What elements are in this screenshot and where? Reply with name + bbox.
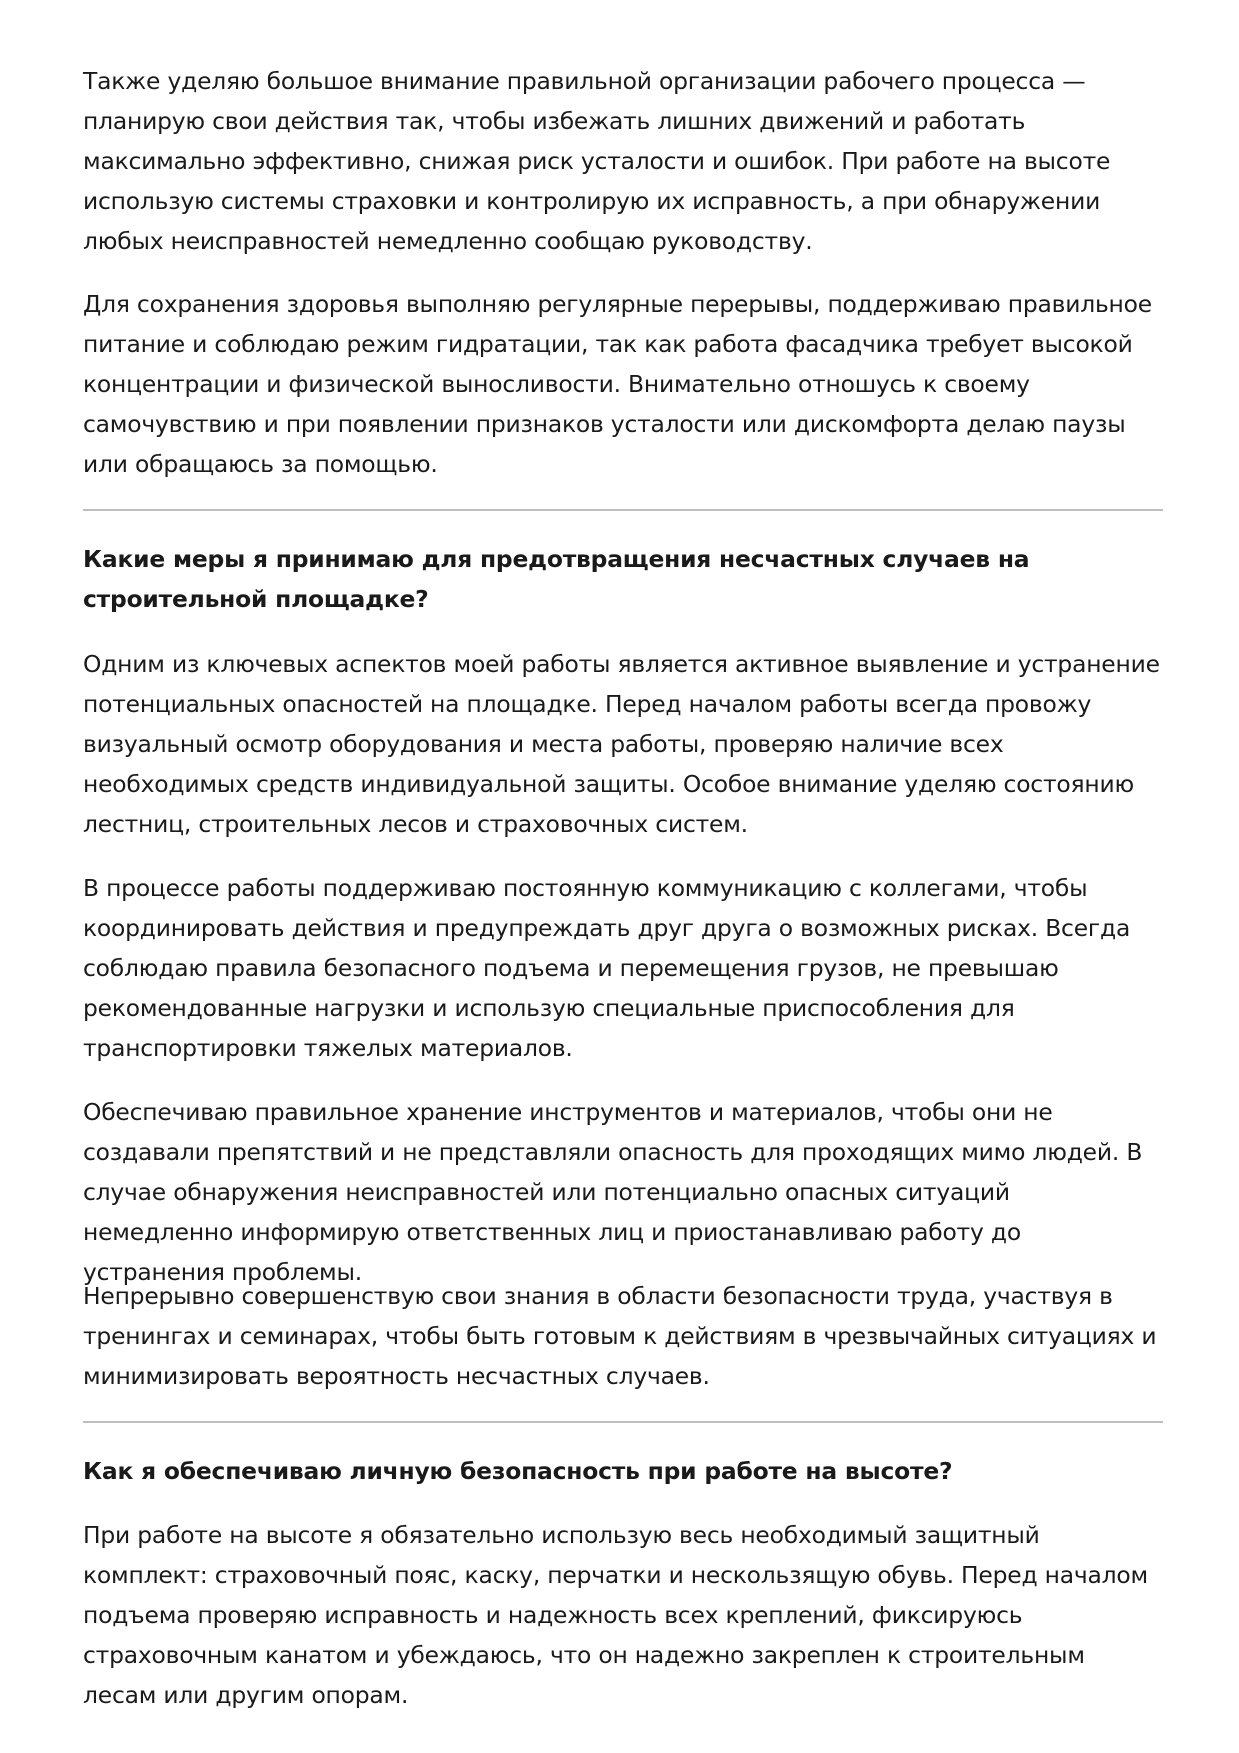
paragraph: В процессе работы поддерживаю постоянную коммуникацию с коллегами, чтобы координировать действия и предупреждать друг друга о возможных рисках. Всегда соблюдаю правила безопасного подъема и перемещения грузов, не превышаю рекомендованные нагрузки и использую специальные приспособления для транспортировки тяжелых материалов. <box>83 874 1131 1062</box>
section-divider <box>83 509 1163 511</box>
paragraph: Также уделяю большое внимание правильной организации рабочего процесса — планирую свои действия так, чтобы избежать лишних движений и работать максимально эффективно, снижая риск усталости и ошибок. При работе на высоте использую системы страховки и контролирую их исправность, а при обнаружении любых неисправностей немедленно сообщаю руководству. <box>83 67 1111 255</box>
paragraph: Непрерывно совершенствую свои знания в области безопасности труда, участвуя в тренингах и семинарах, чтобы быть готовым к действиям в чрезвычайных ситуациях и минимизировать вероятность несчастных случаев. <box>83 1282 1157 1390</box>
section-heading: Как я обеспечиваю личную безопасность при работе на высоте? <box>83 1457 953 1485</box>
paragraph: При работе на высоте я обязательно использую весь необходимый защитный комплект: страховочный пояс, каску, перчатки и нескользящую обувь. Перед началом подъема проверяю исправность и надежность всех креплений, фиксируюсь страховочным канатом и убеждаюсь, что он надежно закреплен к строительным лесам или другим опорам. <box>83 1521 1148 1709</box>
paragraph: Для сохранения здоровья выполняю регулярные перерывы, поддерживаю правильное питание и соблюдаю режим гидратации, так как работа фасадчика требует высокой концентрации и физической выносливости. Внимательно отношусь к своему самочувствию и при появлении признаков усталости или дискомфорта делаю паузы или обращаюсь за помощью. <box>83 290 1152 478</box>
paragraph: Одним из ключевых аспектов моей работы является активное выявление и устранение потенциальных опасностей на площадке. Перед началом работы всегда провожу визуальный осмотр оборудования и места работы, проверяю наличие всех необходимых средств индивидуальной защиты. Особое внимание уделяю состоянию лестниц, строительных лесов и страховочных систем. <box>83 650 1160 838</box>
section-divider <box>83 1421 1163 1423</box>
section-heading: Какие меры я принимаю для предотвращения несчастных случаев на строительной площадке? <box>83 545 1030 613</box>
paragraph: Обеспечиваю правильное хранение инструментов и материалов, чтобы они не создавали препятствий и не представляли опасность для проходящих мимо людей. В случае обнаружения неисправностей или потенциально опасных ситуаций немедленно информирую ответственных лиц и приостанавливаю работу до устранения проблемы. <box>83 1098 1143 1286</box>
